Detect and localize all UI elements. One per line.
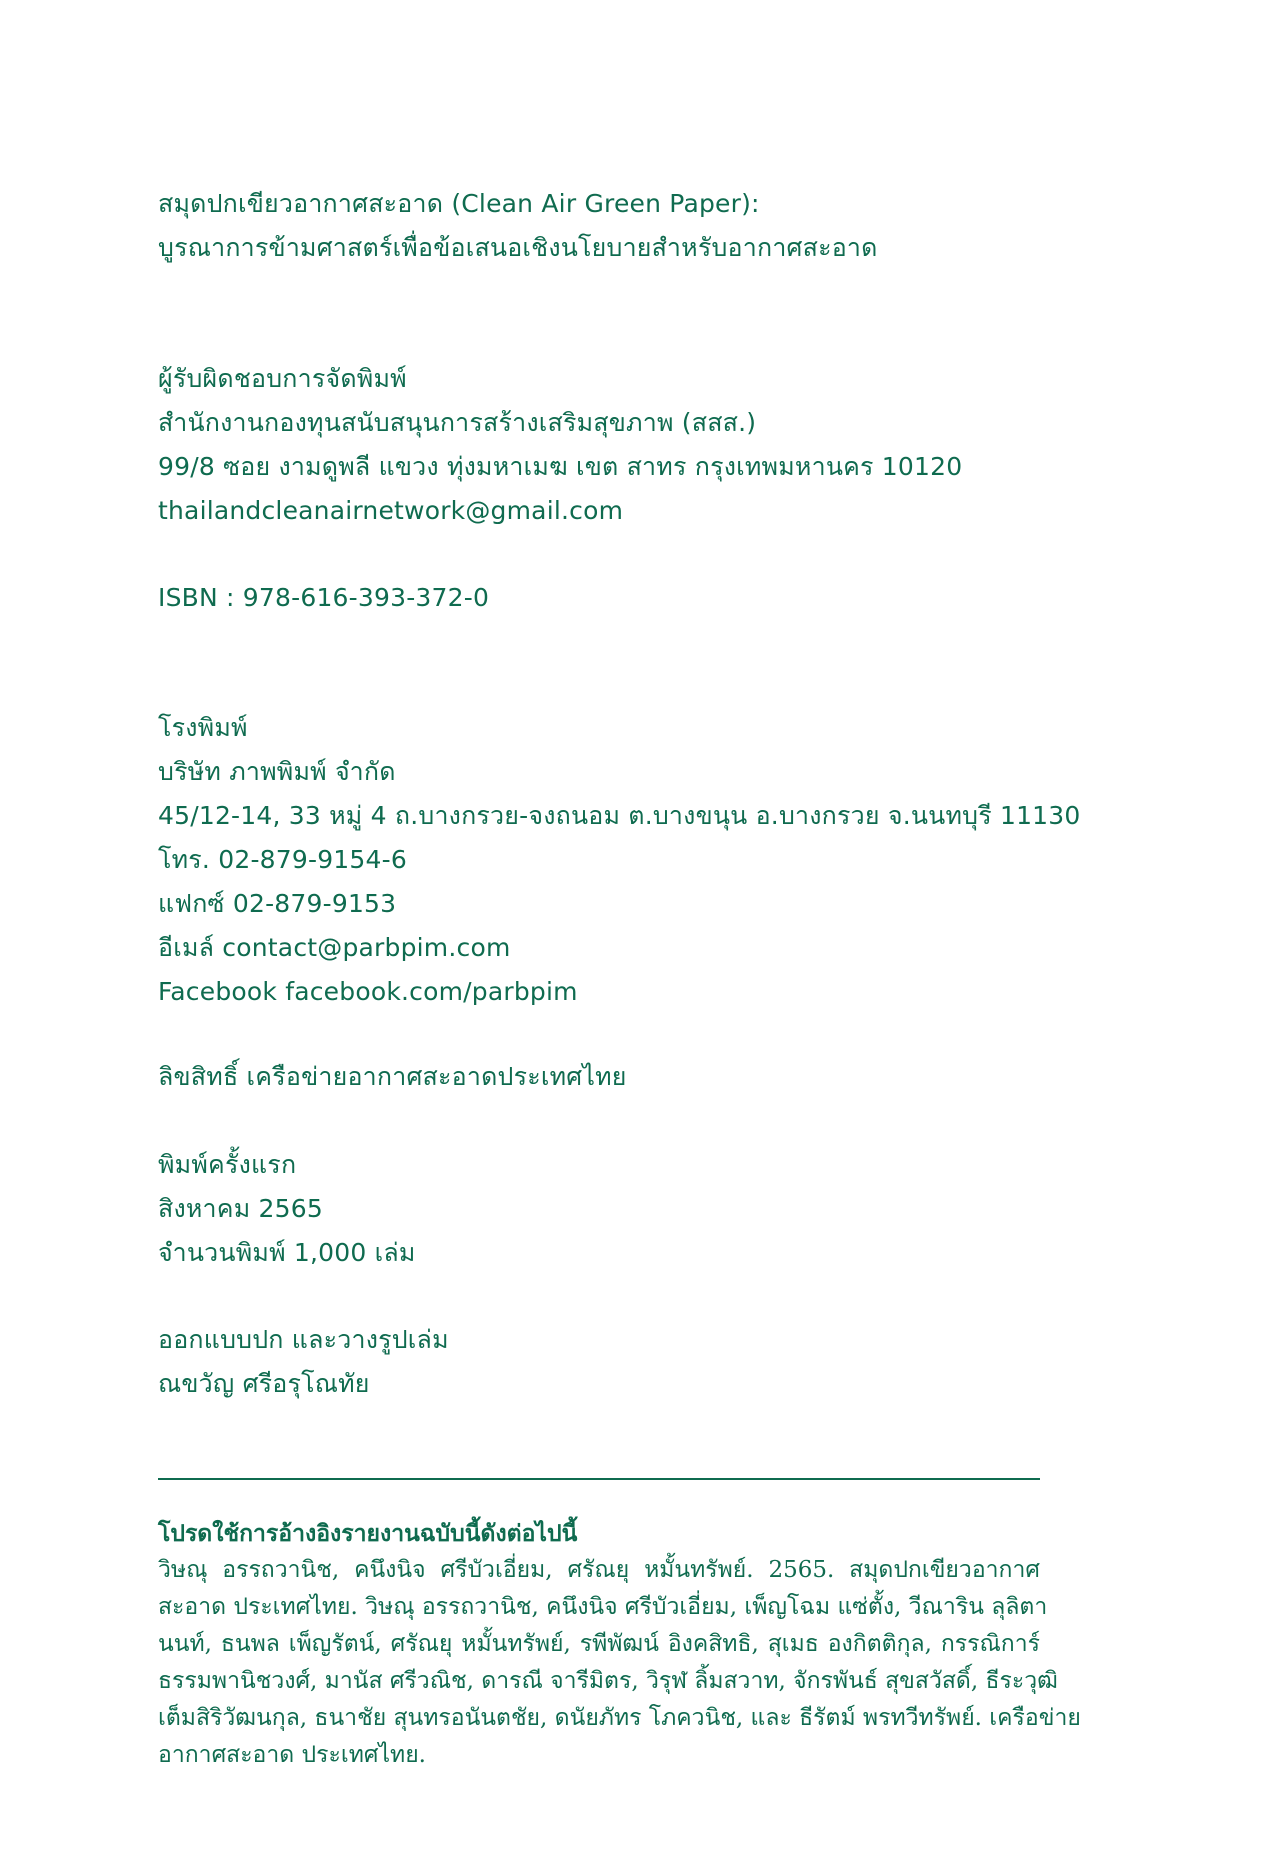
printer-facebook: Facebook facebook.com/parbpim xyxy=(158,977,578,1006)
edition-date: สิงหาคม 2565 xyxy=(158,1194,323,1223)
citation-line: วิษณุ อรรถวานิช, คนึงนิจ ศรีบัวเอี่ยม, ศรัณยุ หมั้นทรัพย์. 2565. สมุดปกเขียวอากาศ xyxy=(158,1557,1040,1583)
printer-address: 45/12-14, 33 หมู่ 4 ถ.บางกรวย-จงถนอม ต.บางขนุน อ.บางกรวย จ.นนทบุรี 11130 xyxy=(158,801,1081,830)
edition-block xyxy=(158,1143,1118,1275)
title-line-2: บูรณาการข้ามศาสตร์เพื่อข้อเสนอเชิงนโยบายสำหรับอากาศสะอาด xyxy=(158,233,878,262)
section-divider xyxy=(158,1478,1040,1480)
title-line-1: สมุดปกเขียวอากาศสะอาด (Clean Air Green Paper): xyxy=(158,189,760,218)
citation-line: สะอาด ประเทศไทย. วิษณุ อรรถวานิช, คนึงนิจ ศรีบัวเอี่ยม, เพ็ญโฉม แซ่ตั้ง, วีณาริน ลุลิตา xyxy=(158,1594,1048,1620)
citation-line: เต็มสิริวัฒนกุล, ธนาชัย สุนทรอนันตชัย, ดนัยภัทร โภควนิช, และ ธีรัตม์ พรทวีทรัพย์. เครือข่าย xyxy=(158,1705,1081,1731)
printer-fax: แฟกซ์ 02-879-9153 xyxy=(158,889,397,918)
design-heading: ออกแบบปก และวางรูปเล่ม xyxy=(158,1325,449,1354)
isbn: ISBN : 978-616-393-372-0 xyxy=(158,583,490,612)
edition-heading: พิมพ์ครั้งแรก xyxy=(158,1150,297,1179)
citation-block xyxy=(158,1516,1118,1774)
printer-name: บริษัท ภาพพิมพ์ จำกัด xyxy=(158,757,396,786)
printer-email: อีเมล์ contact@parbpim.com xyxy=(158,933,511,962)
publisher-address: 99/8 ซอย งามดูพลี แขวง ทุ่งมหาเมฆ เขต สาทร กรุงเทพมหานคร 10120 xyxy=(158,452,963,481)
copyright: ลิขสิทธิ์ เครือข่ายอากาศสะอาดประเทศไทย xyxy=(158,1062,627,1091)
publisher-block xyxy=(158,357,1118,533)
printer-block xyxy=(158,706,1118,1014)
publisher-email: thailandcleanairnetwork@gmail.com xyxy=(158,496,624,525)
publisher-name: สำนักงานกองทุนสนับสนุนการสร้างเสริมสุขภาพ (สสส.) xyxy=(158,408,757,437)
citation-heading: โปรดใช้การอ้างอิงรายงานฉบับนี้ดังต่อไปนี้ xyxy=(158,1520,578,1547)
title-block xyxy=(158,182,1118,270)
copyright-block xyxy=(158,1055,1118,1099)
printer-phone: โทร. 02-879-9154-6 xyxy=(158,845,407,874)
publisher-heading: ผู้รับผิดชอบการจัดพิมพ์ xyxy=(158,364,407,393)
citation-line: ธรรมพานิชวงศ์, มานัส ศรีวณิช, ดารณี จารีมิตร, วิรุฬ ลิ้มสวาท, จักรพันธ์ สุขสวัสดิ์, ธีระวุฒิ xyxy=(158,1668,1058,1694)
edition-copies: จำนวนพิมพ์ 1,000 เล่ม xyxy=(158,1238,416,1267)
designer-name: ณขวัญ ศรีอรุโณทัย xyxy=(158,1369,370,1398)
printer-heading: โรงพิมพ์ xyxy=(158,713,248,742)
isbn-block xyxy=(158,576,1118,620)
design-block xyxy=(158,1318,1118,1406)
citation-line: นนท์, ธนพล เพ็ญรัตน์, ศรัณยุ หมั้นทรัพย์, รพีพัฒน์ อิงคสิทธิ, สุเมธ องกิตติกุล, กรรณิการ์ xyxy=(158,1631,1040,1657)
citation-line: อากาศสะอาด ประเทศไทย. xyxy=(158,1742,426,1768)
